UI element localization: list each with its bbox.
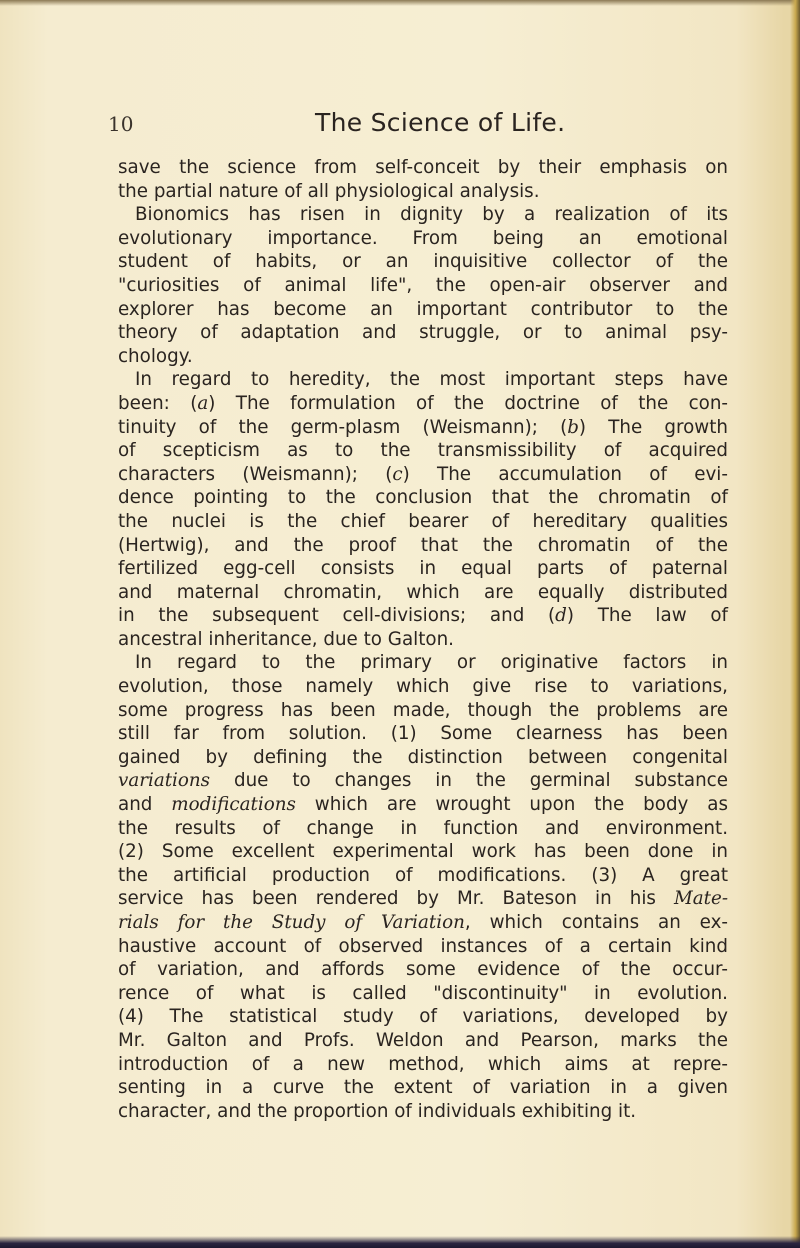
body-text (118, 156, 728, 1123)
text-line: and maternal chromatin, which are equally distributed (118, 581, 728, 603)
text-line: Mr. Galton and Profs. Weldon and Pearson, marks the (118, 1029, 728, 1051)
text-line (118, 793, 728, 817)
text-line: (4) The statistical study of variations, developed by (118, 1006, 728, 1028)
page-header (108, 108, 708, 142)
line-segment: due to changes in the germinal substance (210, 770, 728, 792)
page-right-edge (790, 0, 800, 1248)
italic-segment: variations (118, 770, 211, 792)
text-line: save the science from self-conceit by their emphasis on (118, 157, 728, 178)
text-line (118, 392, 728, 416)
text-line: of scepticism as to the transmissibility of acquired (118, 440, 728, 462)
line-segment: tinuity of the germ-plasm (Weismann); ( (118, 416, 568, 438)
text-line (118, 769, 728, 793)
italic-segment: Mate- (674, 888, 728, 910)
running-title: The Science of Life. (315, 108, 566, 137)
text-line: character, and the proportion of individuals exhibiting it. (118, 1100, 637, 1122)
line-segment: service has been rendered by Mr. Bateson in his (118, 888, 675, 910)
italic-segment: rials for the Study of Variation (118, 912, 465, 933)
text-line: the partial nature of all physiological analysis. (118, 180, 540, 202)
text-line: chology. (118, 345, 193, 367)
text-line: the results of change in function and environment. (118, 817, 728, 839)
text-line: haustive account of observed instances of a certain kind (118, 935, 728, 957)
line-segment: ) The accumulation of evi- (402, 463, 728, 485)
text-line: evolutionary importance. From being an emotional (118, 227, 728, 249)
text-line: In regard to heredity, the most important steps have (135, 369, 728, 391)
italic-segment: d (555, 605, 567, 627)
text-line (118, 416, 728, 440)
text-line: dence pointing to the conclusion that the chromatin of (118, 487, 728, 509)
text-line: the artificial production of modifications. (3) A great (118, 864, 728, 886)
text-line: evolution, those namely which give rise to variations, (118, 676, 728, 698)
line-segment: in the subsequent cell-divisions; and ( (118, 605, 556, 627)
line-segment: ) The law of (566, 605, 728, 627)
line-segment: ) The formulation of the doctrine of the con- (208, 392, 728, 414)
text-line: In regard to the primary or originative factors in (135, 652, 728, 674)
line-segment: been: ( (118, 392, 198, 414)
page-number: 10 (108, 112, 134, 136)
text-line: (2) Some excellent experimental work has been done in (118, 841, 728, 863)
italic-segment: c (392, 463, 403, 485)
text-line: of variation, and affords some evidence of the occur- (118, 959, 728, 981)
text-line: (Hertwig), and the proof that the chromatin of the (118, 534, 728, 556)
italic-segment: modifications (171, 794, 296, 816)
text-line (118, 887, 728, 911)
text-line (118, 911, 728, 935)
italic-segment: a (197, 392, 209, 414)
text-line: gained by defining the distinction between congenital (118, 746, 728, 768)
text-line: introduction of a new method, which aims at repre- (118, 1053, 728, 1075)
text-line: explorer has become an important contributor to the (118, 298, 728, 320)
line-segment: which are wrought upon the body as (295, 794, 728, 816)
line-segment: characters (Weismann); ( (118, 463, 393, 485)
text-line: some progress has been made, though the problems are (118, 699, 728, 721)
text-line: theory of adaptation and struggle, or to animal psy- (118, 322, 728, 344)
text-line: fertilized egg-cell consists in equal parts of paternal (118, 558, 728, 580)
text-line: student of habits, or an inquisitive collector of the (118, 251, 728, 273)
text-line (118, 604, 728, 628)
text-line: ancestral inheritance, due to Galton. (118, 628, 454, 650)
text-line: senting in a curve the extent of variation in a given (118, 1077, 728, 1099)
text-line: still far from solution. (1) Some clearness has been (118, 723, 728, 745)
text-line: the nuclei is the chief bearer of hereditary qualities (118, 510, 728, 532)
line-segment: , which contains an ex- (464, 912, 729, 933)
text-line: Bionomics has risen in dignity by a realization of its (135, 204, 728, 226)
text-line: "curiosities of animal life", the open-air observer and (118, 274, 728, 296)
page-bottom-edge (0, 1236, 800, 1248)
text-line: rence of what is called "discontinuity" in evolution. (118, 982, 728, 1004)
line-segment: and (118, 794, 172, 816)
italic-segment: b (567, 416, 579, 438)
line-segment: ) The growth (578, 416, 728, 438)
text-line (118, 463, 728, 487)
page-top-edge (0, 0, 800, 6)
